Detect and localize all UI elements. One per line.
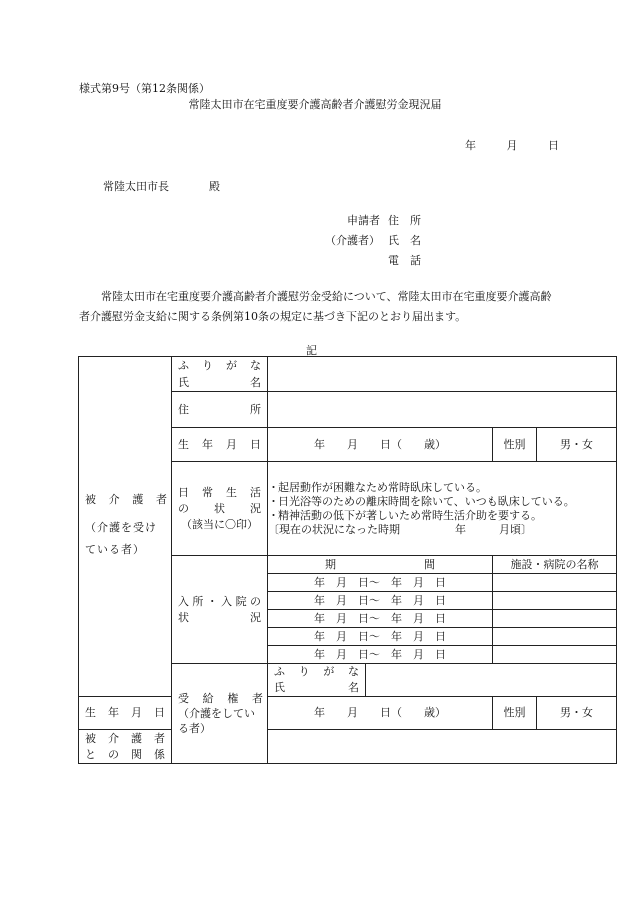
s1-status-label-1: 日 常 生 活 [178, 485, 261, 499]
s1-birth-label: 生 年 月 日 [178, 437, 261, 451]
applicant-phone-label[interactable]: 電 話 [388, 254, 421, 267]
period-row[interactable]: 年 月 日～ 年 月 日 [268, 646, 493, 664]
s1-address-field[interactable] [268, 392, 617, 428]
s2-relation-label-cell [79, 730, 172, 764]
status-item[interactable]: ・ 起居動作が困難なため常時臥床している。 [268, 480, 487, 494]
s1-status-list [268, 462, 617, 556]
ki-mark: 記 [306, 344, 317, 357]
date-line [436, 137, 559, 153]
s1-sex-field[interactable]: 男・女 [537, 428, 617, 462]
addressee-honorific: 殿 [209, 180, 220, 193]
s2-relation-field[interactable] [268, 730, 617, 764]
status-item[interactable]: ・ 日光浴等のための離床時間を除いて、いつも臥床している。 [268, 494, 575, 508]
period-row[interactable]: 年 月 日～ 年 月 日 [268, 574, 493, 592]
section2-sublabel: （介護をしている者） [178, 706, 255, 735]
facility-field[interactable] [493, 610, 617, 628]
section1-sublabel: （介護を受けている者） [85, 520, 157, 556]
facility-field[interactable] [493, 646, 617, 664]
s1-admission-label-cell [172, 556, 268, 664]
applicant-block [324, 211, 421, 271]
body-text: 常陸太田市在宅重度要介護高齢者介護慰労金受給について、常陸太田市在宅重度要介護高齢者介護慰労金支給に関する条例第10条の規定に基づき下記のとおり届出ます。 [79, 290, 552, 323]
s1-address-label-cell [172, 392, 268, 428]
form-title: 常陸太田市在宅重度要介護高齢者介護慰労金現況届 [188, 98, 442, 111]
status-item[interactable]: ・ 精神活動の低下が著しいため常時生活介助を要する。 [268, 508, 542, 522]
s1-status-since[interactable]: 〔現在の状況になった時期 年 月頃〕 [268, 522, 532, 536]
facility-field[interactable] [493, 592, 617, 610]
s2-birth-label-cell [79, 697, 172, 730]
section2-label: 受 給 権 者 [178, 691, 263, 705]
s2-relation-label-2: と の 関 係 [85, 747, 165, 761]
s1-admission-label-2: 状 況 [178, 610, 261, 624]
facility-field[interactable] [493, 574, 617, 592]
period-row[interactable]: 年 月 日～ 年 月 日 [268, 610, 493, 628]
applicant-address-label[interactable]: 住 所 [388, 214, 421, 227]
s2-sex-label: 性別 [493, 697, 537, 730]
addressee [103, 178, 220, 194]
s2-furigana-label: ふ り が な [274, 665, 359, 678]
applicant-role-sub: （介護者） [325, 234, 380, 247]
period-row[interactable]: 年 月 日～ 年 月 日 [268, 592, 493, 610]
s2-name-label: 氏 名 [274, 681, 359, 694]
form-number: 様式第9号（第12条関係） [79, 82, 210, 95]
section2-label-cell [172, 664, 268, 764]
s2-relation-label-1: 被 介 護 者 [85, 731, 165, 745]
section1-label-cell [79, 357, 172, 697]
s1-admission-label-1: 入 所 ・ 入 院 の [178, 594, 261, 608]
applicant-name-label[interactable]: 氏 名 [388, 234, 421, 247]
date-year-field[interactable]: 年 [465, 139, 476, 152]
applicant-role: 申請者 [347, 214, 380, 227]
s1-sex-label: 性別 [493, 428, 537, 462]
s2-furigana-label-cell [268, 664, 366, 697]
facility-header: 施設・病院の名称 [493, 556, 617, 574]
period-row[interactable]: 年 月 日～ 年 月 日 [268, 628, 493, 646]
facility-field[interactable] [493, 628, 617, 646]
date-month-field[interactable]: 月 [506, 139, 518, 152]
s1-status-note: （該当に〇印） [181, 517, 258, 531]
period-header: 期 間 [268, 556, 493, 574]
s1-furigana-label-cell [172, 357, 268, 392]
s1-birth-field[interactable]: 年 月 日（ 歳） [268, 428, 493, 462]
s1-name-label: 氏 名 [178, 376, 261, 389]
form-table [78, 356, 617, 764]
addressee-name: 常陸太田市長 [103, 180, 169, 193]
s1-address-label: 住 所 [178, 402, 261, 416]
s2-birth-field[interactable]: 年 月 日（ 歳） [268, 697, 493, 730]
date-day-field[interactable]: 日 [548, 139, 559, 152]
s1-furigana-label: ふ り が な [178, 359, 261, 372]
s2-name-field[interactable] [366, 664, 617, 697]
s1-birth-label-cell [172, 428, 268, 462]
s2-sex-field[interactable]: 男・女 [537, 697, 617, 730]
s1-status-label-cell [172, 462, 268, 556]
s1-name-field[interactable] [268, 357, 617, 392]
s2-birth-label: 生 年 月 日 [85, 706, 165, 719]
section1-label: 被 介 護 者 [85, 492, 167, 506]
s1-status-label-2: の 状 況 [178, 501, 261, 515]
